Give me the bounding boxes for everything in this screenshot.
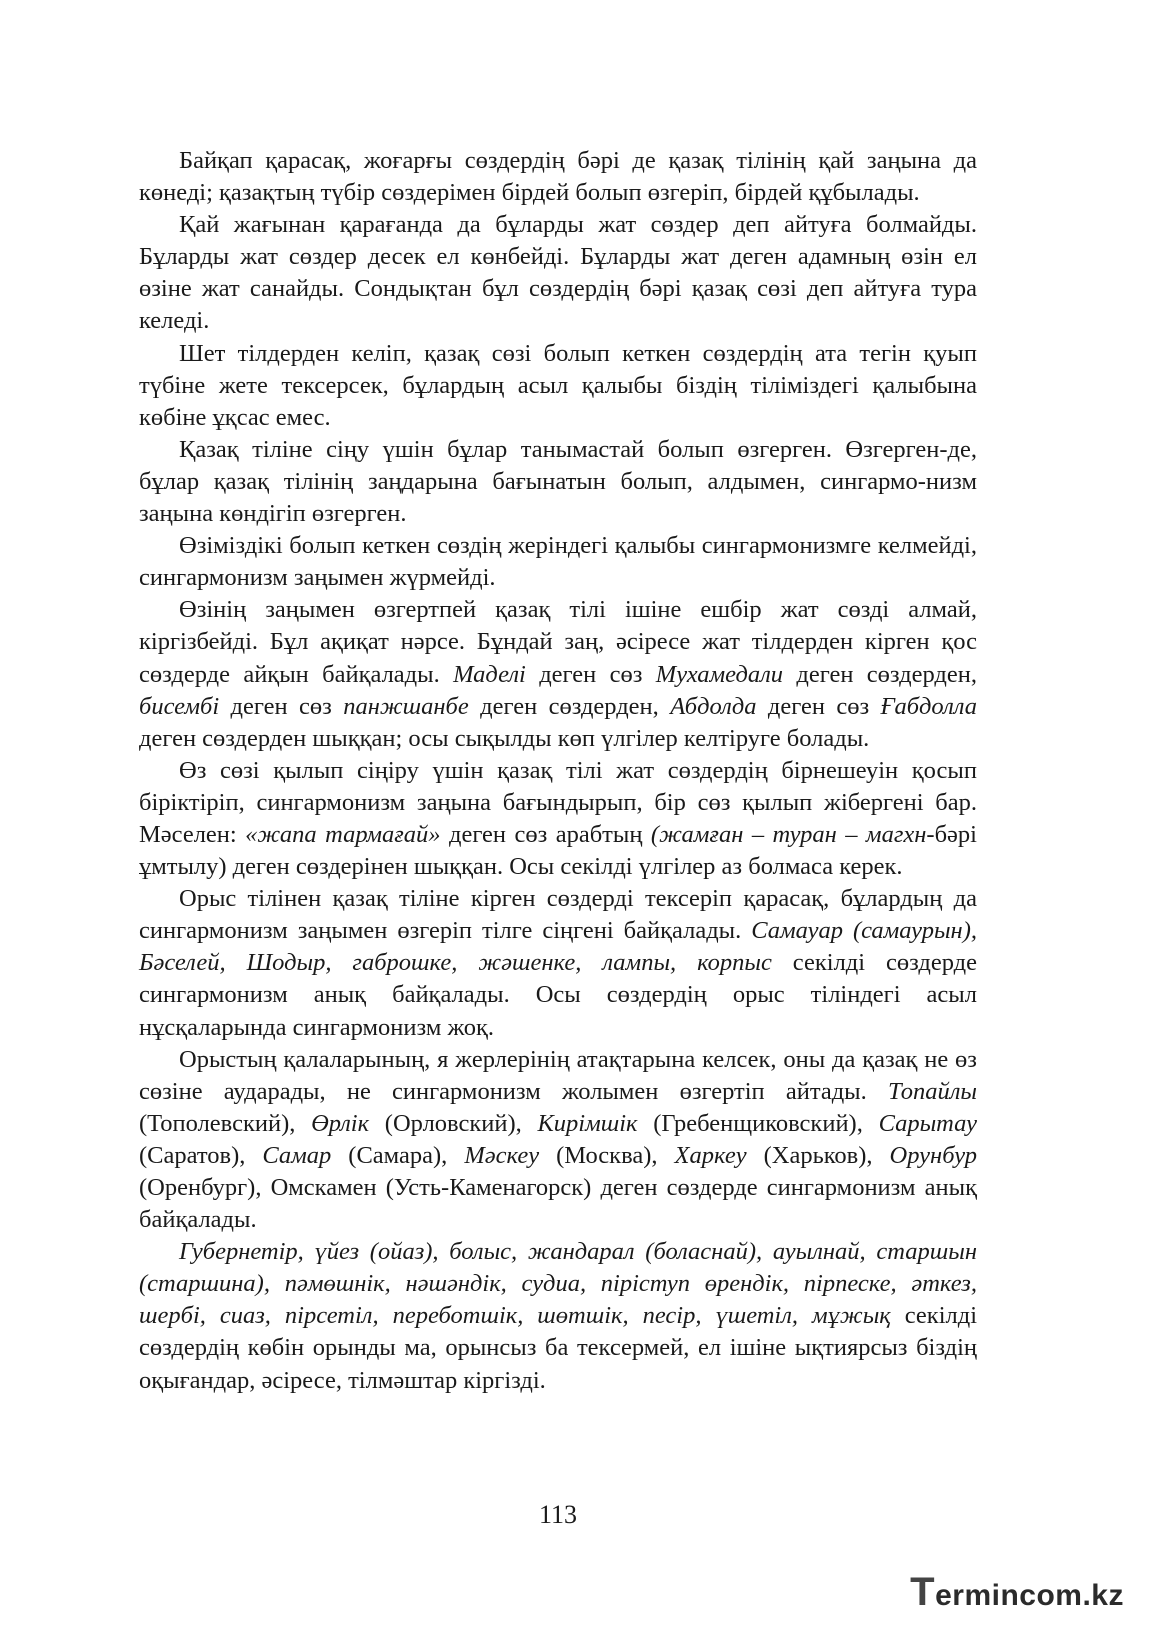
- text-run: Өз сөзі қылып сіңіру үшін қазақ тілі жат сөздердің бірнешеуін қосып біріктіріп, сингармонизм заңына бағындырып, бір сөз қылып жібергені бар. Мәселен:: [139, 756, 977, 848]
- italic-term: Самауар (самаурын), Бәселей, Шодыр, габрошке, жәшенке, лампы, корпыс: [139, 917, 977, 977]
- text-run: Қазақ тіліне сіңу үшін бұлар танымастай болып өзгерген. Өзгерген-де, бұлар қазақ тілінің заңдарына бағынатын болып, алдымен, сингармо-низм заңына көндігіп өзгерген.: [139, 435, 977, 528]
- text-run: секілді сөздердің көбін орынды ма, орынсыз ба тексермей, ел ішіне ықтиярсыз біздің оқығандар, әсіресе, тілмәштар кіргізді.: [139, 1302, 977, 1394]
- text-run: деген сөздерден шыққан; осы сықылды көп үлгілер келтіруге болады.: [139, 724, 870, 752]
- text-run: (Оренбург), Омскамен (Усть-Каменагорск) деген сөздерде сингармонизм анық байқалады.: [139, 1174, 977, 1234]
- italic-term: Маделі: [453, 660, 526, 688]
- watermark-o: o: [1036, 1579, 1056, 1612]
- paragraph: [139, 883, 977, 1043]
- paragraph: [139, 594, 977, 754]
- text-run: Өзінің заңымен өзгертпей қазақ тілі ішіне ешбір жат сөзді алмай, кіргізбейді. Бұл ақиқат нәрсе. Бұндай заң, әсіресе жат тілдерден кірген қос сөздерде айқын байқалады.: [139, 596, 977, 688]
- text-run: деген сөз: [525, 660, 656, 688]
- italic-term: Топайлы: [887, 1077, 977, 1105]
- italic-term: Ғабдолла: [880, 692, 977, 720]
- text-run: деген сөз: [219, 692, 344, 720]
- text-run: Орыстың қалаларының, я жерлерінің атақтарына келсек, оны да қазақ не өз сөзіне аударады, не сингармонизм жолымен өзгертіп айтады.: [139, 1045, 977, 1105]
- italic-term: Абдолда: [670, 692, 757, 720]
- text-run: Орыс тілінен қазақ тіліне кірген сөздерді тексеріп қарасақ, бұлардың да сингармонизм заңымен өзгеріп тілге сіңгені байқалады.: [139, 885, 977, 945]
- paragraph: [139, 145, 977, 209]
- paragraph: [139, 434, 977, 530]
- text-run: Өзіміздікі болып кеткен сөздің жеріндегі қалыбы сингармонизмге келмейді, сингармонизм заңымен жүрмейді.: [139, 532, 977, 592]
- text-run: (Орловский),: [369, 1109, 538, 1137]
- paragraph: [139, 1044, 977, 1237]
- italic-term: бисембі: [139, 692, 220, 720]
- paragraph: [139, 530, 977, 594]
- italic-term: Самар: [262, 1141, 332, 1169]
- paragraph: [139, 338, 977, 434]
- italic-term: Мәскеу: [464, 1141, 540, 1169]
- text-run: Байқап қарасақ, жоғарғы сөздердің бәрі де қазақ тілінің қай заңына да көнеді; қазақтың түбір сөздерімен бірдей болып өзгеріп, бірдей құбылады.: [139, 147, 977, 207]
- text-run: (Москва),: [539, 1141, 675, 1169]
- italic-term: (жамған – туран – магхн-: [650, 820, 935, 848]
- text-run: деген сөз арабтың: [440, 820, 651, 848]
- text-run: секілді сөздерде сингармонизм анық байқалады. Осы сөздердің орыс тіліндегі асыл нұсқаларында сингармонизм жоқ.: [139, 949, 977, 1041]
- text-run: деген сөздерден,: [468, 692, 671, 720]
- italic-term: Харкеу: [674, 1141, 747, 1169]
- text-run: (Самара),: [331, 1141, 465, 1169]
- watermark-text: erminc: [935, 1579, 1037, 1612]
- paragraph: [139, 1236, 977, 1396]
- watermark-first-letter: T: [910, 1570, 936, 1614]
- text-run: (Харьков),: [746, 1141, 890, 1169]
- watermark-suffix: m.kz: [1055, 1579, 1124, 1612]
- text-run: (Гребенщиковский),: [637, 1109, 879, 1137]
- text-run: (Тополевский),: [139, 1109, 312, 1137]
- text-run: Шет тілдерден келіп, қазақ сөзі болып кеткен сөздердің ата тегін қуып түбіне жете тексерсек, бұлардың асыл қалыбы біздің тіліміздегі қалыбына көбіне ұқсас емес.: [139, 339, 977, 431]
- italic-term: панжшанбе: [343, 692, 469, 720]
- text-run: бәрі ұмтылу) деген сөздерінен шыққан. Осы секілді үлгілер аз болмаса керек.: [139, 820, 977, 881]
- page-number: 113: [538, 1500, 578, 1529]
- watermark-logo[interactable]: [910, 1570, 1124, 1615]
- text-run: Қай жағынан қарағанда да бұларды жат сөздер деп айтуға болмайды. Бұларды жат сөздер десек ел көнбейді. Бұларды жат деген адамның өзін ел өзіне жат санайды. Сондықтан бұл сөздердің бәрі қазақ сөзі деп айтуға тура келеді.: [139, 211, 977, 335]
- paragraph: [139, 209, 977, 337]
- italic-term: Орунбур: [889, 1141, 977, 1169]
- paragraph: [139, 755, 977, 883]
- page-body: [139, 145, 977, 1397]
- text-run: (Саратов),: [139, 1141, 263, 1169]
- italic-term: Кирімшік: [537, 1109, 638, 1137]
- text-run: деген сөз: [756, 692, 881, 720]
- italic-term: Сарытау: [878, 1109, 977, 1137]
- italic-term: Губернетір, үйез (ойаз), болыс, жандарал (боласнай), ауылнай, старшын (старшина), пәмөшнік, нәшәндік, судиа, піріступ өрендік, пірпеске, әткез, шербі, сиаз, пірсетіл, переботшік, шөтшік, песір, үшетіл, мұжық: [139, 1238, 977, 1330]
- italic-term: Мухамедали: [655, 660, 784, 688]
- text-run: деген сөздерден,: [783, 660, 977, 688]
- italic-term: Өрлік: [311, 1109, 370, 1137]
- italic-term: «жапа тармағай»: [245, 820, 441, 848]
